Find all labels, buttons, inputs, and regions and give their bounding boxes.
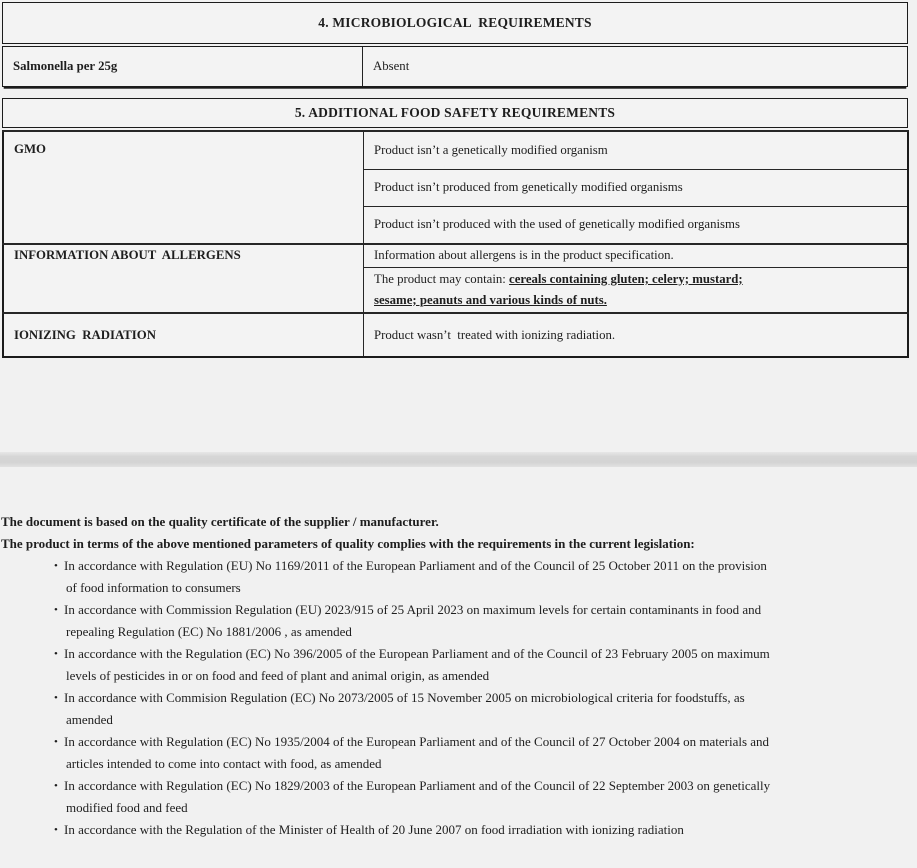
bullet-5-line-2: articles intended to come into contact with food, as amended xyxy=(66,756,382,771)
bullet-5-line-1: In accordance with Regulation (EC) No 1935/2004 of the European Parliament and of the Council of 27 October 2004 on materials and xyxy=(64,734,770,749)
allergens-list-line1: cereals containing gluten; celery; mustard; xyxy=(509,271,743,286)
bullet-3-line-1: In accordance with the Regulation (EC) No 396/2005 of the European Parliament and of the Council of 23 February 2005 on maximum xyxy=(64,646,770,661)
section5-header xyxy=(2,98,908,128)
allergens-value-2 xyxy=(364,267,909,313)
gmo-value-2: Product isn’t produced from genetically modified organisms xyxy=(364,169,909,206)
bullet-item xyxy=(0,687,917,709)
allergens-may-contain-line1 xyxy=(374,269,901,290)
section4-header xyxy=(2,2,908,44)
allergens-prefix: The product may contain: xyxy=(374,271,510,286)
footer-intro-2: The product in terms of the above mentioned parameters of quality complies with the requirements in the current legislation: xyxy=(1,536,695,551)
bullet-item xyxy=(0,599,917,621)
bullet-4-line-1: In accordance with Commision Regulation (EC) No 2073/2005 of 15 November 2005 on microbiological criteria for foodstuffs, as xyxy=(64,690,745,705)
parameter-value-salmonella: Absent xyxy=(373,59,410,73)
gmo-value-3: Product isn’t produced with the used of genetically modified organisms xyxy=(364,206,909,244)
table-row xyxy=(3,244,908,267)
bullet-item xyxy=(0,731,917,753)
table-row xyxy=(3,131,908,169)
allergens-may-contain-line2 xyxy=(374,290,901,311)
page-break-divider xyxy=(0,452,917,467)
allergens-value-1: Information about allergens is in the product specification. xyxy=(364,244,909,267)
section5-table xyxy=(2,130,909,358)
bullet-1-line-2: of food information to consumers xyxy=(66,580,241,595)
bullet-item xyxy=(0,819,917,841)
bullet-7-line-1: In accordance with the Regulation of the Minister of Health of 20 June 2007 on food irradiation with ionizing radiation xyxy=(64,822,684,837)
bullet-2-line-1: In accordance with Commission Regulation (EU) 2023/915 of 25 April 2023 on maximum levels for certain contaminants in food and xyxy=(64,602,762,617)
bullet-item xyxy=(0,775,917,797)
bullet-item xyxy=(0,643,917,665)
gmo-label: GMO xyxy=(3,131,364,244)
bullet-3-line-2: levels of pesticides in or on food and feed of plant and animal origin, as amended xyxy=(66,668,490,683)
gmo-value-1: Product isn’t a genetically modified organism xyxy=(364,131,909,169)
parameter-label-salmonella: Salmonella per 25g xyxy=(3,47,363,86)
table-row xyxy=(3,313,908,357)
bullet-1-line-1: In accordance with Regulation (EU) No 1169/2011 of the European Parliament and of the Council of 25 October 2011 on the provision xyxy=(64,558,767,573)
allergens-label: INFORMATION ABOUT ALLERGENS xyxy=(3,244,364,313)
bullet-2-line-2: repealing Regulation (EC) No 1881/2006 , as amended xyxy=(66,624,352,639)
section4-title: 4. MICROBIOLOGICAL REQUIREMENTS xyxy=(318,15,592,30)
allergens-list-line2: sesame; peanuts and various kinds of nuts. xyxy=(374,292,607,307)
section5-title: 5. ADDITIONAL FOOD SAFETY REQUIREMENTS xyxy=(294,105,616,120)
footer-intro-1: The document is based on the quality certificate of the supplier / manufacturer. xyxy=(1,514,439,529)
bullet-4-line-2: amended xyxy=(66,712,113,727)
radiation-value: Product wasn’t treated with ionizing radiation. xyxy=(364,313,909,357)
legislation-text-block xyxy=(0,511,917,841)
bullet-6-line-1: In accordance with Regulation (EC) No 1829/2003 of the European Parliament and of the Council of 22 September 2003 on genetically xyxy=(64,778,771,793)
radiation-label: IONIZING RADIATION xyxy=(3,313,364,357)
bullet-6-line-2: modified food and feed xyxy=(66,800,188,815)
bullet-item xyxy=(0,555,917,577)
section4-row-salmonella xyxy=(2,46,908,87)
